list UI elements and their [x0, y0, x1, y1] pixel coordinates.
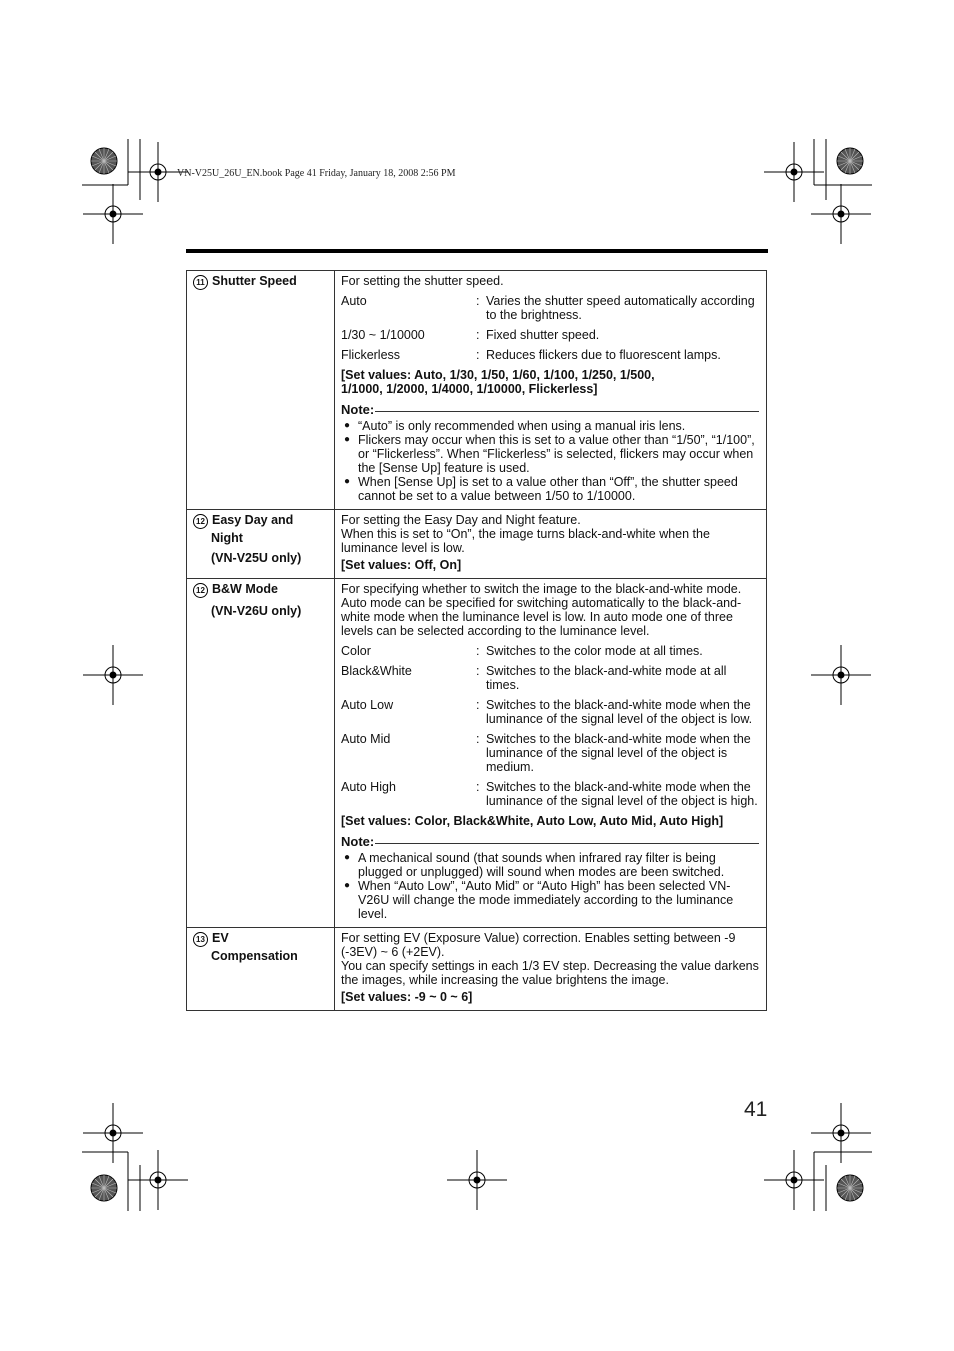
- row-content-cell: [335, 510, 767, 579]
- setting-name-cont: Night: [211, 531, 243, 545]
- option-key: Black&White: [341, 664, 412, 678]
- option-colon: :: [476, 732, 480, 746]
- option-value: Reduces flickers due to fluorescent lamps.: [486, 348, 721, 362]
- set-values-line: 1/1000, 1/2000, 1/4000, 1/10000, Flickerless]: [341, 382, 598, 396]
- table-row: [187, 271, 767, 510]
- list-item: [341, 879, 759, 921]
- option-row: [341, 664, 759, 692]
- note-text: When “Auto Low”, “Auto Mid” or “Auto High” has been selected VN-V26U will change the mode immediately according to the luminance level.: [358, 879, 734, 921]
- option-key: 1/30 ~ 1/10000: [341, 328, 425, 342]
- row-label-cell: [187, 271, 335, 510]
- option-value: Switches to the color mode at all times.: [486, 644, 703, 658]
- setting-name: B&W Mode: [212, 582, 278, 596]
- row-content-cell: [335, 928, 767, 1011]
- option-key: Auto High: [341, 780, 396, 794]
- row-label-cell: [187, 510, 335, 579]
- settings-table: [186, 270, 767, 1011]
- option-key: Auto: [341, 294, 367, 308]
- option-colon: :: [476, 294, 480, 308]
- bullet-icon: ●: [344, 476, 351, 487]
- row-label-cell: [187, 928, 335, 1011]
- page-number: 41: [744, 1098, 768, 1121]
- bullet-icon: ●: [344, 852, 351, 863]
- option-row: [341, 698, 759, 726]
- option-colon: :: [476, 780, 480, 794]
- circled-number: 13: [193, 932, 208, 947]
- option-colon: :: [476, 664, 480, 678]
- option-row: [341, 294, 759, 322]
- setting-intro: For setting EV (Exposure Value) correction. Enables setting between -9 (-3EV) ~ 6 (+2EV). You can specify settings in each 1/3 EV step. Decreasing the value darkens the images, while increasing the value brightens the image.: [341, 931, 759, 987]
- note-title: Note:: [341, 834, 375, 849]
- option-key: Flickerless: [341, 348, 401, 362]
- option-value: Switches to the black-and-white mode when the luminance of the signal level of the object is high.: [486, 780, 758, 808]
- option-row: [341, 644, 759, 658]
- set-values-line: [Set values: Auto, 1/30, 1/50, 1/60, 1/100, 1/250, 1/500,: [341, 368, 655, 382]
- row-label-cell: [187, 579, 335, 928]
- option-row: [341, 348, 759, 362]
- setting-name: Easy Day and: [212, 513, 294, 527]
- option-value: Switches to the black-and-white mode at all times.: [486, 664, 727, 692]
- circled-number: 12: [193, 583, 208, 598]
- setting-name: Shutter Speed: [212, 274, 297, 288]
- set-values: [Set values: -9 ~ 0 ~ 6]: [341, 990, 473, 1004]
- option-key: Auto Low: [341, 698, 394, 712]
- option-colon: :: [476, 348, 480, 362]
- option-value: Switches to the black-and-white mode when the luminance of the signal level of the object is low.: [486, 698, 753, 726]
- option-key: Auto Mid: [341, 732, 391, 746]
- bullet-icon: ●: [344, 420, 351, 431]
- table-row: [187, 510, 767, 579]
- setting-intro: For setting the shutter speed.: [341, 274, 504, 288]
- set-values: [Set values: Color, Black&White, Auto Low, Auto Mid, Auto High]: [341, 814, 724, 828]
- model-note: (VN-V25U only): [211, 551, 302, 565]
- option-row: [341, 328, 759, 342]
- option-key: Color: [341, 644, 371, 658]
- setting-intro: For specifying whether to switch the image to the black-and-white mode. Auto mode can be specified for switching automatically to the black-and-white mode when the luminance level is low. In auto mode one of three levels can be selected according to the luminance level.: [341, 582, 742, 638]
- option-value: Fixed shutter speed.: [486, 328, 600, 342]
- circled-number: 11: [193, 275, 208, 290]
- setting-name-cont: Compensation: [211, 949, 298, 963]
- bullet-icon: ●: [344, 434, 351, 445]
- model-note: (VN-V26U only): [211, 604, 302, 618]
- list-item: [341, 475, 759, 503]
- option-row: [341, 780, 759, 808]
- book-info-header: VN-V25U_26U_EN.book Page 41 Friday, January 18, 2008 2:56 PM: [177, 168, 456, 179]
- row-content-cell: [335, 579, 767, 928]
- note-block: [341, 403, 759, 503]
- setting-intro: For setting the Easy Day and Night feature. When this is set to “On”, the image turns black-and-white when the luminance level is low.: [341, 513, 710, 555]
- list-item: [341, 433, 759, 475]
- row-content-cell: [335, 271, 767, 510]
- note-text: A mechanical sound (that sounds when infrared ray filter is being plugged or unplugged) will sound when modes are been switched.: [358, 851, 725, 879]
- note-text: When [Sense Up] is set to a value other than “Off”, the shutter speed cannot be set to a value between 1/50 to 1/10000.: [358, 475, 738, 503]
- list-item: [341, 419, 759, 433]
- bullet-icon: ●: [344, 880, 351, 891]
- table-row: [187, 928, 767, 1011]
- table-row: [187, 579, 767, 928]
- option-colon: :: [476, 328, 480, 342]
- option-value: Varies the shutter speed automatically according to the brightness.: [486, 294, 755, 322]
- setting-name: EV: [212, 931, 229, 945]
- option-colon: :: [476, 644, 480, 658]
- set-values: [Set values: Off, On]: [341, 558, 462, 572]
- note-block: [341, 835, 759, 921]
- set-values: [341, 368, 759, 396]
- note-text: Flickers may occur when this is set to a value other than “1/50”, “1/100”, or “Flickerless”. When “Flickerless” is selected, flickers may occur when the [Sense Up] feature is used.: [358, 433, 755, 475]
- option-colon: :: [476, 698, 480, 712]
- note-title: Note:: [341, 402, 375, 417]
- note-text: “Auto” is only recommended when using a manual iris lens.: [358, 419, 686, 433]
- top-rule: [186, 249, 768, 253]
- circled-number: 12: [193, 514, 208, 529]
- option-value: Switches to the black-and-white mode when the luminance of the signal level of the object is medium.: [486, 732, 751, 774]
- list-item: [341, 851, 759, 879]
- option-row: [341, 732, 759, 774]
